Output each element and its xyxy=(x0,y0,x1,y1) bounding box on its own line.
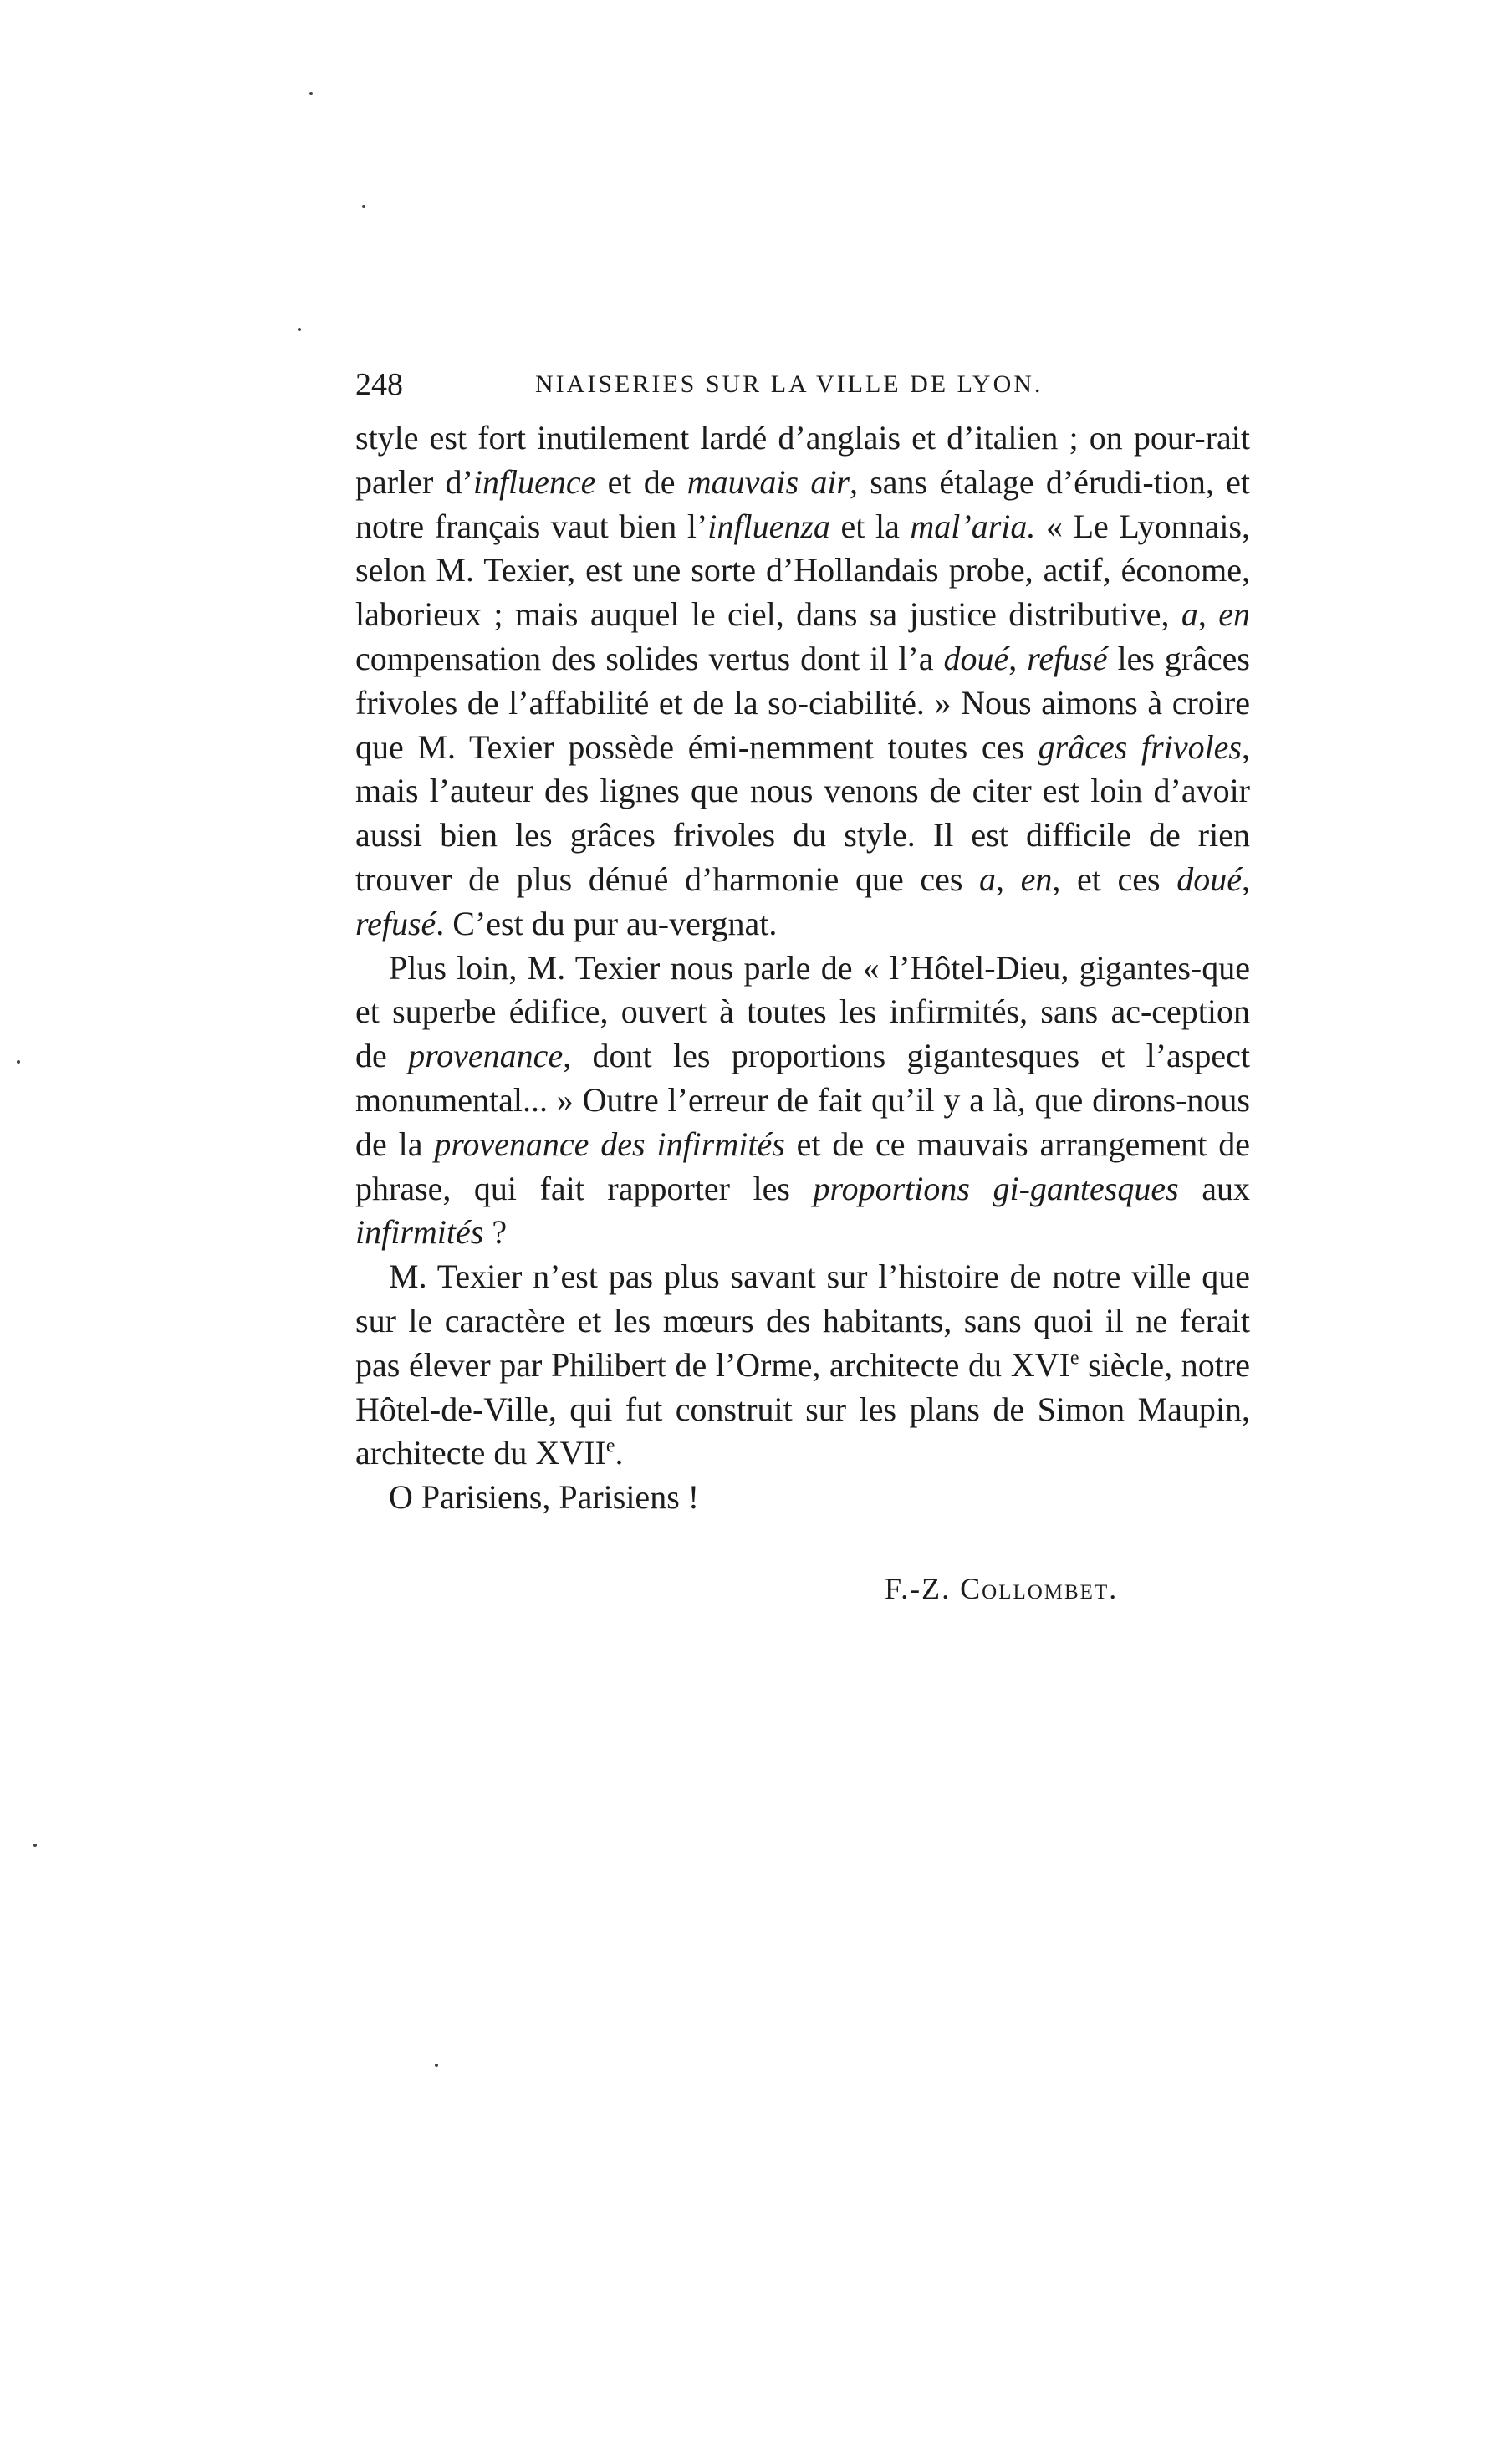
superscript: e xyxy=(1069,1347,1079,1370)
text-run: aux xyxy=(1178,1169,1250,1207)
italic-phrase: a xyxy=(979,860,997,898)
paragraph xyxy=(355,1255,1250,1476)
superscript: e xyxy=(605,1436,615,1457)
text-run: , sans étalage d’érudi-tion, et notre français vaut bien l’ xyxy=(355,462,1250,545)
italic-phrase: refusé xyxy=(355,904,436,942)
text-run: et de ce mauvais arrangement de phrase, qui fait rapporter les xyxy=(355,1125,1250,1207)
text-run: style est fort inutilement lardé d’anglais et d’italien ; on pour-rait parler d’ xyxy=(355,419,1250,501)
paragraph xyxy=(355,946,1250,1256)
text-run: les grâces frivoles de l’affabilité et de la so-ciabilité. » Nous aimons à croire que M. Texier possède émi-nemment toutes ces xyxy=(355,639,1250,766)
text-run: Plus loin, M. Texier nous parle de « l’Hôtel-Dieu, gigantes-que et superbe édifice, ouvert à toutes les infirmités, sans ac-ception de xyxy=(355,948,1250,1075)
italic-phrase: provenance des infirmités xyxy=(434,1125,785,1163)
text-run: , xyxy=(996,860,1021,898)
text-run: compensation des solides vertus dont il l’a xyxy=(355,639,944,677)
italic-phrase: influence xyxy=(472,462,596,501)
scan-speck xyxy=(17,1060,20,1064)
text-run: , xyxy=(1008,639,1028,677)
italic-phrase: en xyxy=(1218,595,1251,634)
paragraph xyxy=(355,1476,1250,1520)
italic-phrase: infirmités xyxy=(355,1213,484,1252)
italic-phrase: doué xyxy=(943,639,1009,677)
text-run: M. Texier n’est pas plus savant sur l’histoire de notre ville que sur le caractère et les mœurs des habitants, sans quoi il ne ferait pas élever par Philibert de l’Orme, architecte du XVI xyxy=(355,1258,1250,1384)
italic-phrase: mauvais air xyxy=(686,462,850,501)
italic-phrase: doué xyxy=(1176,860,1242,898)
text-run: . xyxy=(615,1434,624,1472)
text-run: , dont les proportions gigantesques et l’aspect monumental... » Outre l’erreur de fait qu’il y a là, que dirons-nous de la xyxy=(355,1037,1251,1163)
italic-phrase: provenance xyxy=(408,1037,564,1075)
scan-speck xyxy=(362,205,365,208)
text-run: , mais l’auteur des lignes que nous venons de citer est loin d’avoir aussi bien les grâces frivoles du style. Il est difficile de rien trouver de plus dénué d’harmonie que ces xyxy=(355,727,1250,898)
text-run: . C’est du pur au-vergnat. xyxy=(436,904,778,942)
text-run: ? xyxy=(483,1213,508,1252)
text-run: , xyxy=(1242,860,1250,898)
text-run: et la xyxy=(829,507,911,545)
text-run: et de xyxy=(595,462,687,501)
page-header xyxy=(355,360,1250,410)
body-text xyxy=(355,416,1250,1520)
text-run: « Le Lyonnais, selon M. Texier, est une sorte d’Hollandais probe, actif, économe, laborieux ; mais auquel le ciel, dans sa justice distributive, xyxy=(355,507,1251,634)
scan-speck xyxy=(298,328,301,331)
text-run: , et ces xyxy=(1052,860,1177,898)
text-run: O Parisiens, Parisiens ! xyxy=(389,1478,700,1517)
italic-phrase: mal’aria. xyxy=(910,507,1036,545)
text-run: , xyxy=(1197,595,1219,634)
italic-phrase: en xyxy=(1020,860,1053,898)
scan-speck xyxy=(435,2064,438,2067)
italic-phrase: proportions gi-gantesques xyxy=(813,1169,1179,1207)
page-number: 248 xyxy=(355,367,403,402)
scan-speck xyxy=(33,1844,37,1847)
italic-phrase: a xyxy=(1181,595,1198,634)
text-run: siècle, notre Hôtel-de-Ville, qui fut construit sur les plans de Simon Maupin, architecte du XVII xyxy=(355,1345,1250,1472)
running-title: NIAISERIES SUR LA VILLE DE LYON. xyxy=(535,370,1044,398)
paragraph xyxy=(355,416,1250,946)
scan-speck xyxy=(309,92,313,95)
italic-phrase: grâces frivoles xyxy=(1038,727,1242,766)
author-signature: F.-Z. Collombet. xyxy=(885,1572,1119,1605)
italic-phrase: influenza xyxy=(707,507,830,545)
italic-phrase: refusé xyxy=(1027,639,1108,677)
